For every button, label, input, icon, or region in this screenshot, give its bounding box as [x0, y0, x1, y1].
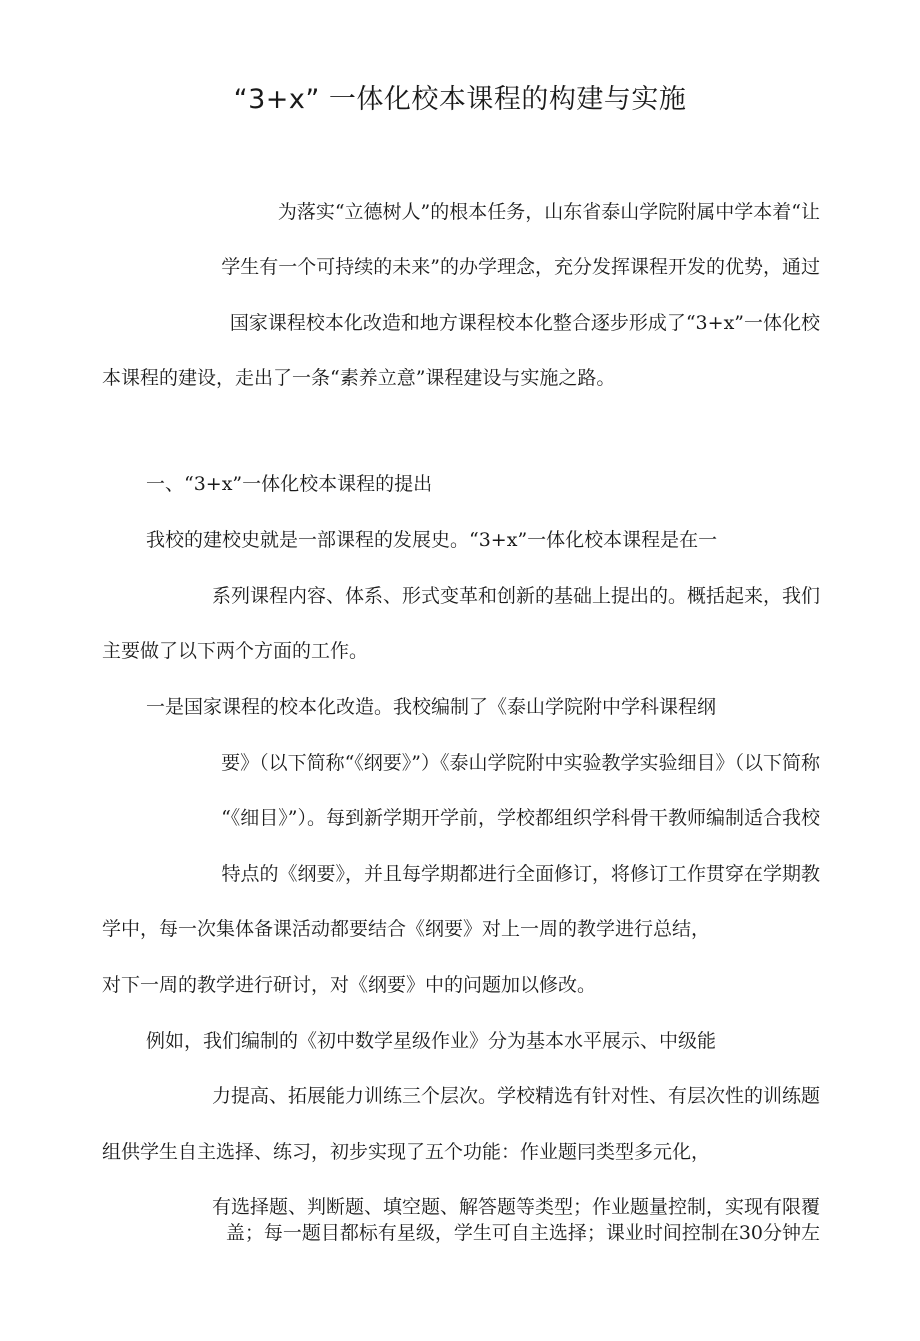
paragraph-line: 特点的《纲要》，并且每学期都进行全面修订，将修订工作贯穿在学期教 — [221, 863, 820, 885]
paragraph-line: 本课程的建设，走出了一条“素养立意”课程建设与实施之路。 — [102, 367, 616, 389]
paragraph-line: 学中，每一次集体备课活动都要结合《纲要》对上一周的教学进行总结， — [102, 918, 711, 940]
paragraph-line: “《细目》”）。每到新学期开学前，学校都组织学科骨干教师编制适合我校 — [221, 807, 820, 829]
paragraph-line: 主要做了以下两个方面的工作。 — [102, 640, 369, 662]
paragraph-line: 例如，我们编制的《初中数学星级作业》分为基本水平展示、中级能 — [146, 1030, 717, 1052]
paragraph-line: 为落实“立德树人”的根本任务，山东省泰山学院附属中学本着“让 — [277, 201, 820, 223]
paragraph-line: 对下一周的教学进行研讨，对《纲要》中的问题加以修改。 — [102, 974, 597, 996]
section-heading: 一、“3+x”一体化校本课程的提出 — [146, 473, 433, 495]
paragraph-line: 我校的建校史就是一部课程的发展史。“3+x”一体化校本课程是在一 — [146, 529, 718, 551]
document-title: “3+x” 一体化校本课程的构建与实施 — [233, 84, 687, 115]
paragraph-line: 有选择题、判断题、填空题、解答题等类型；作业题量控制，实现有限覆 — [211, 1196, 820, 1218]
paragraph-line: 力提高、拓展能力训练三个层次。学校精选有针对性、有层次性的训练题 — [211, 1085, 820, 1107]
paragraph-line: 盖；每一题目都标有星级，学生可自主选择；课业时间控制在30分钟左 — [225, 1222, 820, 1244]
paragraph-line: 要》（以下简称“《纲要》”）《泰山学院附中实验教学实验细目》（以下简称 — [221, 752, 820, 774]
paragraph-line: 组供学生自主选择、练习，初步实现了五个功能：作业题冃类型多元化， — [102, 1141, 711, 1163]
paragraph-line: 系列课程内容、体系、形式变革和创新的基础上提出的。概括起来，我们 — [211, 585, 820, 607]
paragraph-line: 一是国家课程的校本化改造。我校编制了《泰山学院附中学科课程纲 — [146, 696, 717, 718]
paragraph-line: 学生有一个可持续的未来”的办学理念，充分发挥课程开发的优势，通过 — [221, 256, 820, 278]
paragraph-line: 国家课程校本化改造和地方课程校本化整合逐步形成了“3+x”一体化校 — [229, 312, 820, 334]
